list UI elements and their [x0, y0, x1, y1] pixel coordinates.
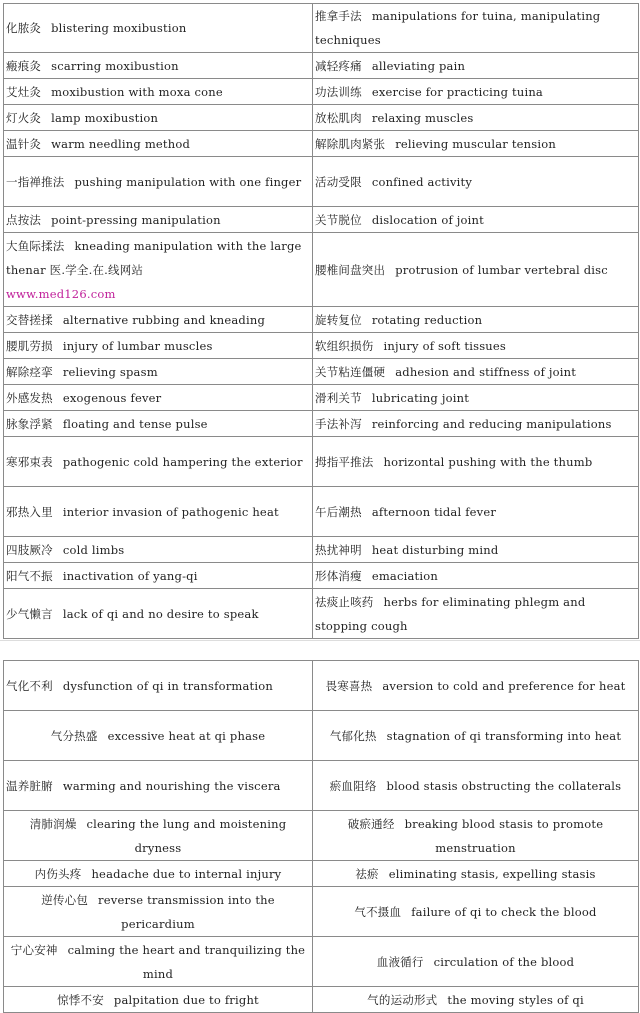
english-term: moxibustion with moxa cone: [51, 84, 223, 99]
term-cell-right: [313, 761, 639, 811]
english-term: blistering moxibustion: [51, 21, 187, 35]
chinese-term: 点按法: [6, 212, 42, 227]
table-row: [4, 887, 639, 937]
english-term: clearing the lung and moistening dryness: [86, 816, 287, 855]
term-cell-right: [313, 411, 639, 437]
english-term: lamp moxibustion: [51, 110, 159, 125]
term-cell-left: [4, 761, 313, 811]
chinese-term: 瘢痕灸: [6, 58, 42, 73]
english-term: confined activity: [371, 174, 473, 189]
term-cell-left: [4, 563, 313, 589]
english-term: exercise for practicing tuina: [371, 84, 543, 99]
term-cell-left: [4, 887, 313, 937]
term-cell-right: [313, 359, 639, 385]
term-cell-left: [4, 937, 313, 987]
english-term: relieving spasm: [62, 364, 158, 379]
table-row: [4, 861, 639, 887]
english-term: dislocation of joint: [371, 212, 484, 227]
english-term: manipulations for tuina, manipulating techniques: [315, 9, 601, 47]
chinese-term: 外感发热: [6, 390, 53, 405]
term-cell-left: [4, 307, 313, 333]
table-row: [4, 307, 639, 333]
english-term: afternoon tidal fever: [371, 504, 497, 519]
chinese-term: 减轻疼痛: [315, 58, 362, 73]
chinese-term: 血液循行: [376, 954, 424, 969]
term-cell-right: [313, 333, 639, 359]
table-row: [4, 437, 639, 487]
chinese-term: 旋转复位: [315, 312, 362, 327]
chinese-term: 推拿手法: [315, 9, 362, 23]
english-term: blood stasis obstructing the collaterals: [386, 778, 622, 793]
english-term: injury of lumbar muscles: [62, 338, 213, 353]
english-term: stagnation of qi transforming into heat: [386, 728, 622, 743]
english-term: point-pressing manipulation: [51, 212, 221, 227]
table-row: [4, 811, 639, 861]
chinese-term: 解除肌肉紧张: [315, 136, 386, 151]
term-cell-right: [313, 131, 639, 157]
term-cell-right: [313, 385, 639, 411]
table-row: [4, 157, 639, 207]
term-cell-right: [313, 53, 639, 79]
english-term: inactivation of yang-qi: [62, 568, 198, 583]
term-cell-right: [313, 4, 639, 53]
table-row: [4, 105, 639, 131]
chinese-term: 功法训练: [315, 84, 362, 99]
table-row: [4, 53, 639, 79]
english-term: relaxing muscles: [371, 110, 474, 125]
term-cell-left: [4, 589, 313, 639]
term-cell-right: [313, 487, 639, 537]
english-term: floating and tense pulse: [62, 416, 208, 431]
term-cell-right: [313, 661, 639, 711]
english-term: headache due to internal injury: [91, 866, 282, 881]
term-cell-left: [4, 385, 313, 411]
english-term: aversion to cold and preference for heat: [382, 678, 626, 693]
chinese-term: 温针灸: [6, 136, 42, 151]
table-row: [4, 4, 639, 53]
term-cell-right: [313, 79, 639, 105]
glossary-table-1-body: [4, 4, 639, 639]
chinese-term: 气分热盛: [50, 728, 98, 743]
term-cell-right: [313, 887, 639, 937]
chinese-term: 手法补泻: [315, 416, 362, 431]
term-cell-left: [4, 861, 313, 887]
english-term: adhesion and stiffness of joint: [395, 364, 577, 379]
glossary-table-1: [3, 3, 639, 639]
chinese-term: 灯火灸: [6, 110, 42, 125]
glossary-table-2: [3, 660, 639, 1013]
term-cell-right: [313, 157, 639, 207]
chinese-term: 大鱼际揉法: [6, 238, 65, 253]
table-row: [4, 589, 639, 639]
term-cell-left: [4, 79, 313, 105]
chinese-term: 软组织损伤: [315, 338, 374, 353]
table-row: [4, 333, 639, 359]
chinese-term: 少气懒言: [6, 606, 53, 621]
term-cell-left: [4, 4, 313, 53]
english-term: reverse transmission into the pericardium: [98, 892, 275, 931]
english-term: eliminating stasis, expelling stasis: [388, 866, 596, 881]
chinese-term: 畏寒喜热: [325, 678, 373, 693]
table-row: [4, 711, 639, 761]
table-row: [4, 207, 639, 233]
chinese-term: 寒邪束表: [6, 454, 53, 469]
glossary-table-2-body: [4, 661, 639, 1013]
table-row: [4, 661, 639, 711]
chinese-term: 祛痰止咳药: [315, 594, 374, 609]
english-term: warming and nourishing the viscera: [62, 778, 281, 793]
chinese-term: 惊悸不安: [57, 992, 104, 1007]
chinese-term: 艾灶灸: [6, 84, 42, 99]
chinese-term: 腰肌劳损: [6, 338, 53, 353]
term-cell-left: [4, 233, 313, 307]
term-cell-left: [4, 53, 313, 79]
table-row: [4, 563, 639, 589]
term-cell-left: [4, 437, 313, 487]
english-term: palpitation due to fright: [113, 992, 259, 1007]
english-term: circulation of the blood: [433, 954, 575, 969]
english-term: protrusion of lumbar vertebral disc: [395, 262, 608, 277]
chinese-term: 关节粘连僵硬: [315, 364, 386, 379]
english-term: heat disturbing mind: [371, 542, 499, 557]
english-term: warm needling method: [51, 136, 191, 151]
term-cell-right: [313, 861, 639, 887]
chinese-term: 解除痉挛: [6, 364, 53, 379]
chinese-term: 逆传心包: [41, 892, 89, 907]
chinese-term: 交替搓揉: [6, 312, 53, 327]
chinese-term: 四肢厥冷: [6, 542, 53, 557]
english-term: alleviating pain: [371, 58, 466, 73]
table-row: [4, 937, 639, 987]
term-cell-right: [313, 937, 639, 987]
english-term: lubricating joint: [371, 390, 470, 405]
term-cell-left: [4, 131, 313, 157]
chinese-term: 气不摄血: [354, 904, 402, 919]
chinese-term: 气的运动形式: [367, 992, 438, 1007]
term-cell-left: [4, 157, 313, 207]
table-row: [4, 487, 639, 537]
table-row: [4, 131, 639, 157]
chinese-term: 午后潮热: [315, 504, 362, 519]
chinese-term: 气化不利: [6, 678, 53, 693]
chinese-term: 滑利关节: [315, 390, 362, 405]
chinese-term: 清肺润燥: [29, 816, 77, 831]
english-term: injury of soft tissues: [383, 338, 507, 353]
term-cell-right: [313, 207, 639, 233]
term-cell-left: [4, 411, 313, 437]
english-term: pushing manipulation with one finger: [74, 174, 302, 189]
chinese-term: 一指禅推法: [6, 174, 65, 189]
chinese-term: 祛瘀: [355, 866, 379, 881]
term-cell-left: [4, 359, 313, 385]
term-cell-right: [313, 537, 639, 563]
chinese-term: 邪热入里: [6, 504, 53, 519]
english-term: rotating reduction: [371, 312, 483, 327]
chinese-term: 宁心安神: [10, 942, 58, 957]
term-cell-right: [313, 711, 639, 761]
term-cell-right: [313, 811, 639, 861]
chinese-term: 形体消瘦: [315, 568, 362, 583]
english-term: dysfunction of qi in transformation: [62, 678, 273, 693]
english-term: breaking blood stasis to promote menstruation: [404, 816, 604, 855]
term-cell-right: [313, 307, 639, 333]
term-cell-left: [4, 711, 313, 761]
chinese-term: 阳气不振: [6, 568, 53, 583]
english-term: alternative rubbing and kneading: [62, 312, 266, 327]
term-cell-right: [313, 233, 639, 307]
english-term: horizontal pushing with the thumb: [383, 454, 593, 469]
table-row: [4, 385, 639, 411]
english-term: the moving styles of qi: [447, 992, 584, 1007]
term-cell-left: [4, 487, 313, 537]
chinese-term: 热扰神明: [315, 542, 362, 557]
english-term: excessive heat at qi phase: [107, 728, 266, 743]
english-term: cold limbs: [62, 542, 125, 557]
table-row: [4, 537, 639, 563]
chinese-term: 破瘀通经: [347, 816, 395, 831]
chinese-term: 瘀血阻络: [329, 778, 377, 793]
english-term: calming the heart and tranquilizing the mind: [67, 942, 306, 981]
term-cell-left: [4, 333, 313, 359]
term-cell-right: [313, 105, 639, 131]
table-row: [4, 79, 639, 105]
table-row: [4, 233, 639, 307]
term-cell-left: [4, 811, 313, 861]
term-cell-right: [313, 563, 639, 589]
chinese-term: 腰椎间盘突出: [315, 262, 386, 277]
chinese-term: 放松肌肉: [315, 110, 362, 125]
table-row: [4, 359, 639, 385]
chinese-term: 活动受限: [315, 174, 362, 189]
chinese-term: 拇指平推法: [315, 454, 374, 469]
term-cell-right: [313, 437, 639, 487]
english-term: kneading manipulation with the large thenar: [6, 238, 302, 277]
term-cell-left: [4, 105, 313, 131]
chinese-term: 脉象浮紧: [6, 416, 53, 431]
table-separator: [0, 640, 640, 660]
english-term: scarring moxibustion: [51, 58, 179, 73]
chinese-term: 气郁化热: [329, 728, 377, 743]
term-cell-left: [4, 661, 313, 711]
english-term: herbs for eliminating phlegm and stopping cough: [315, 594, 586, 633]
table-row: [4, 411, 639, 437]
english-term: emaciation: [371, 568, 438, 583]
english-term: pathogenic cold hampering the exterior: [62, 454, 303, 469]
chinese-term: 内伤头疼: [34, 866, 82, 881]
source-link[interactable]: www.med126.com: [6, 286, 116, 301]
term-cell-left: [4, 537, 313, 563]
chinese-term: 温养脏腑: [6, 778, 53, 793]
english-term: interior invasion of pathogenic heat: [62, 504, 279, 519]
english-term: exogenous fever: [62, 390, 162, 405]
chinese-term: 关节脱位: [315, 212, 362, 227]
english-term: lack of qi and no desire to speak: [62, 606, 259, 621]
table-row: [4, 761, 639, 811]
english-term: relieving muscular tension: [395, 136, 556, 151]
english-term: failure of qi to check the blood: [411, 904, 597, 919]
term-cell-right: [313, 589, 639, 639]
chinese-term: 化脓灸: [6, 21, 42, 35]
english-term: reinforcing and reducing manipulations: [371, 416, 612, 431]
term-cell-left: [4, 207, 313, 233]
source-note: 医.学全.在.线网站: [49, 262, 144, 277]
